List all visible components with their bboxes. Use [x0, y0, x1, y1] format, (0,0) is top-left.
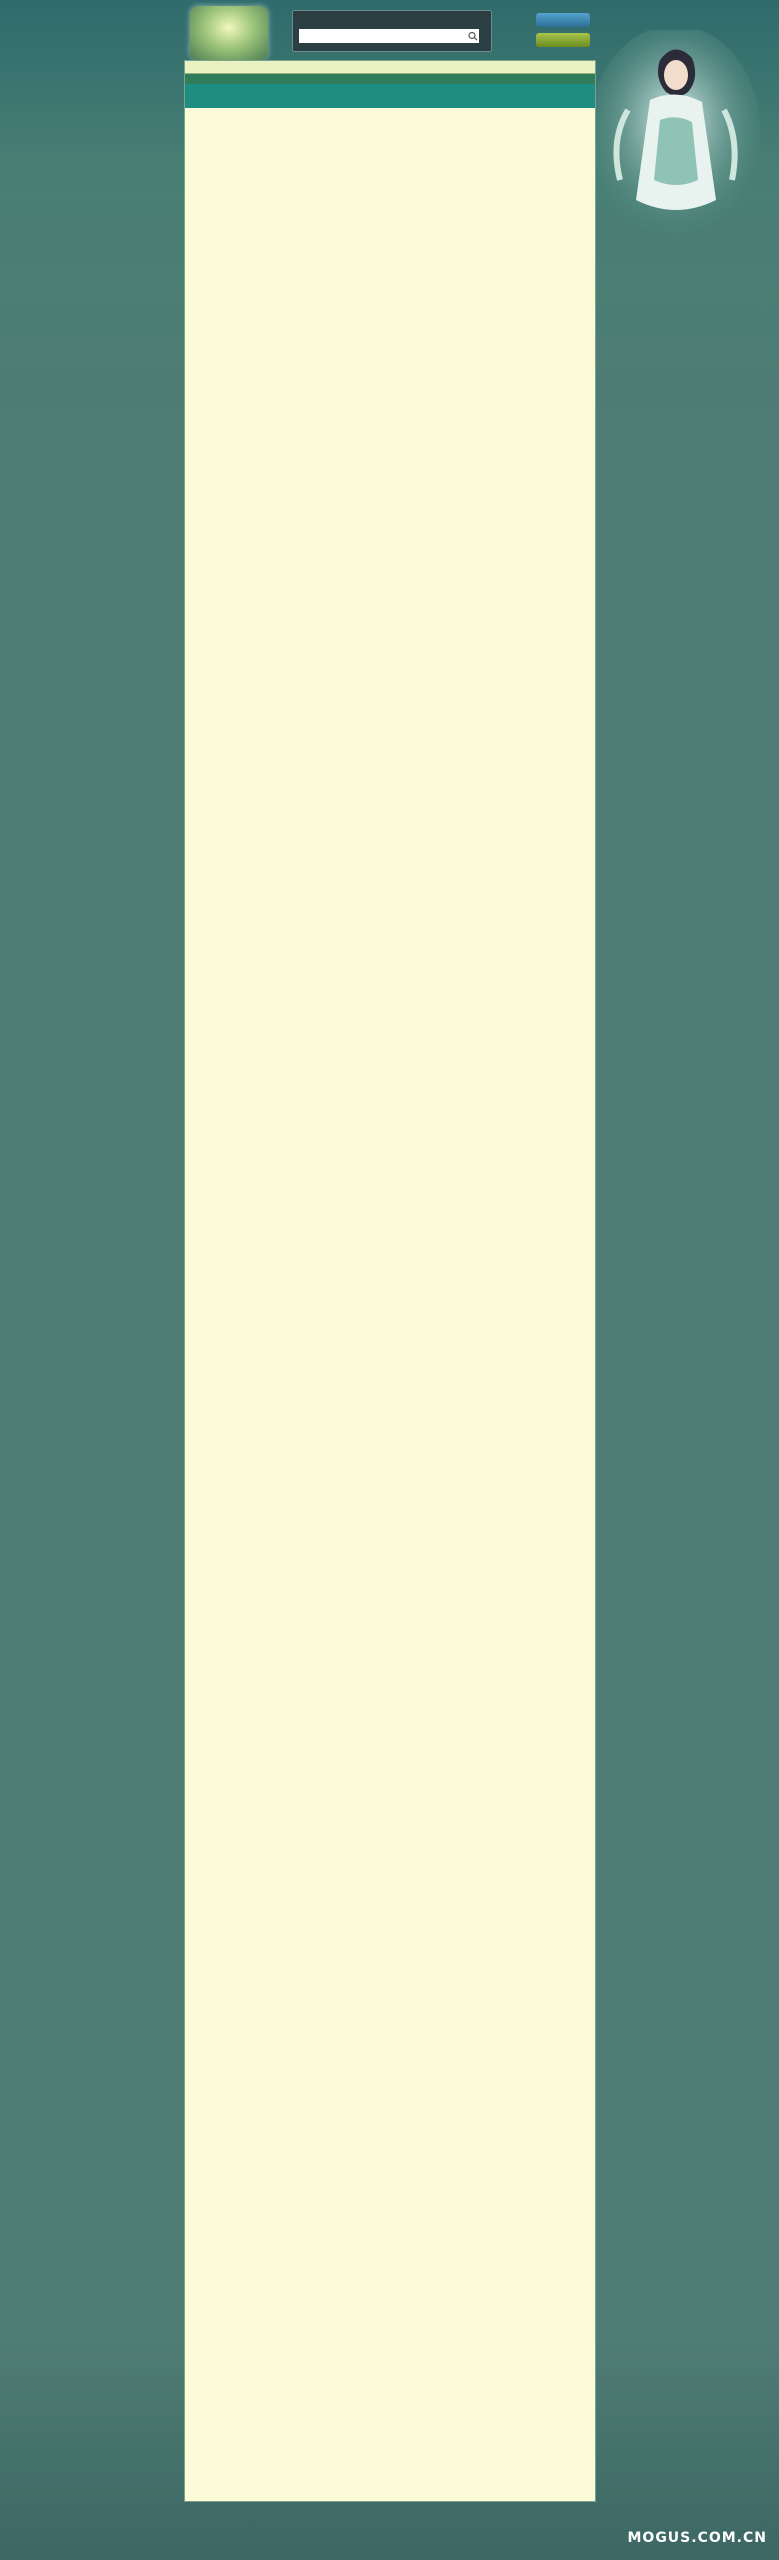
watermark: MOGUS.COM.CN — [627, 2530, 767, 2546]
table-header — [185, 74, 595, 84]
search-panel — [292, 10, 492, 52]
publish-recommend-button[interactable] — [536, 33, 590, 47]
notice-bar — [185, 61, 595, 74]
section-title — [185, 96, 595, 108]
site-logo[interactable] — [190, 6, 268, 60]
section-title — [185, 84, 595, 96]
publish-server-button[interactable] — [536, 13, 590, 27]
server-list-panel — [184, 60, 596, 2502]
character-illustration — [590, 30, 760, 240]
search-input[interactable] — [299, 29, 479, 43]
search-icon[interactable] — [467, 31, 479, 41]
